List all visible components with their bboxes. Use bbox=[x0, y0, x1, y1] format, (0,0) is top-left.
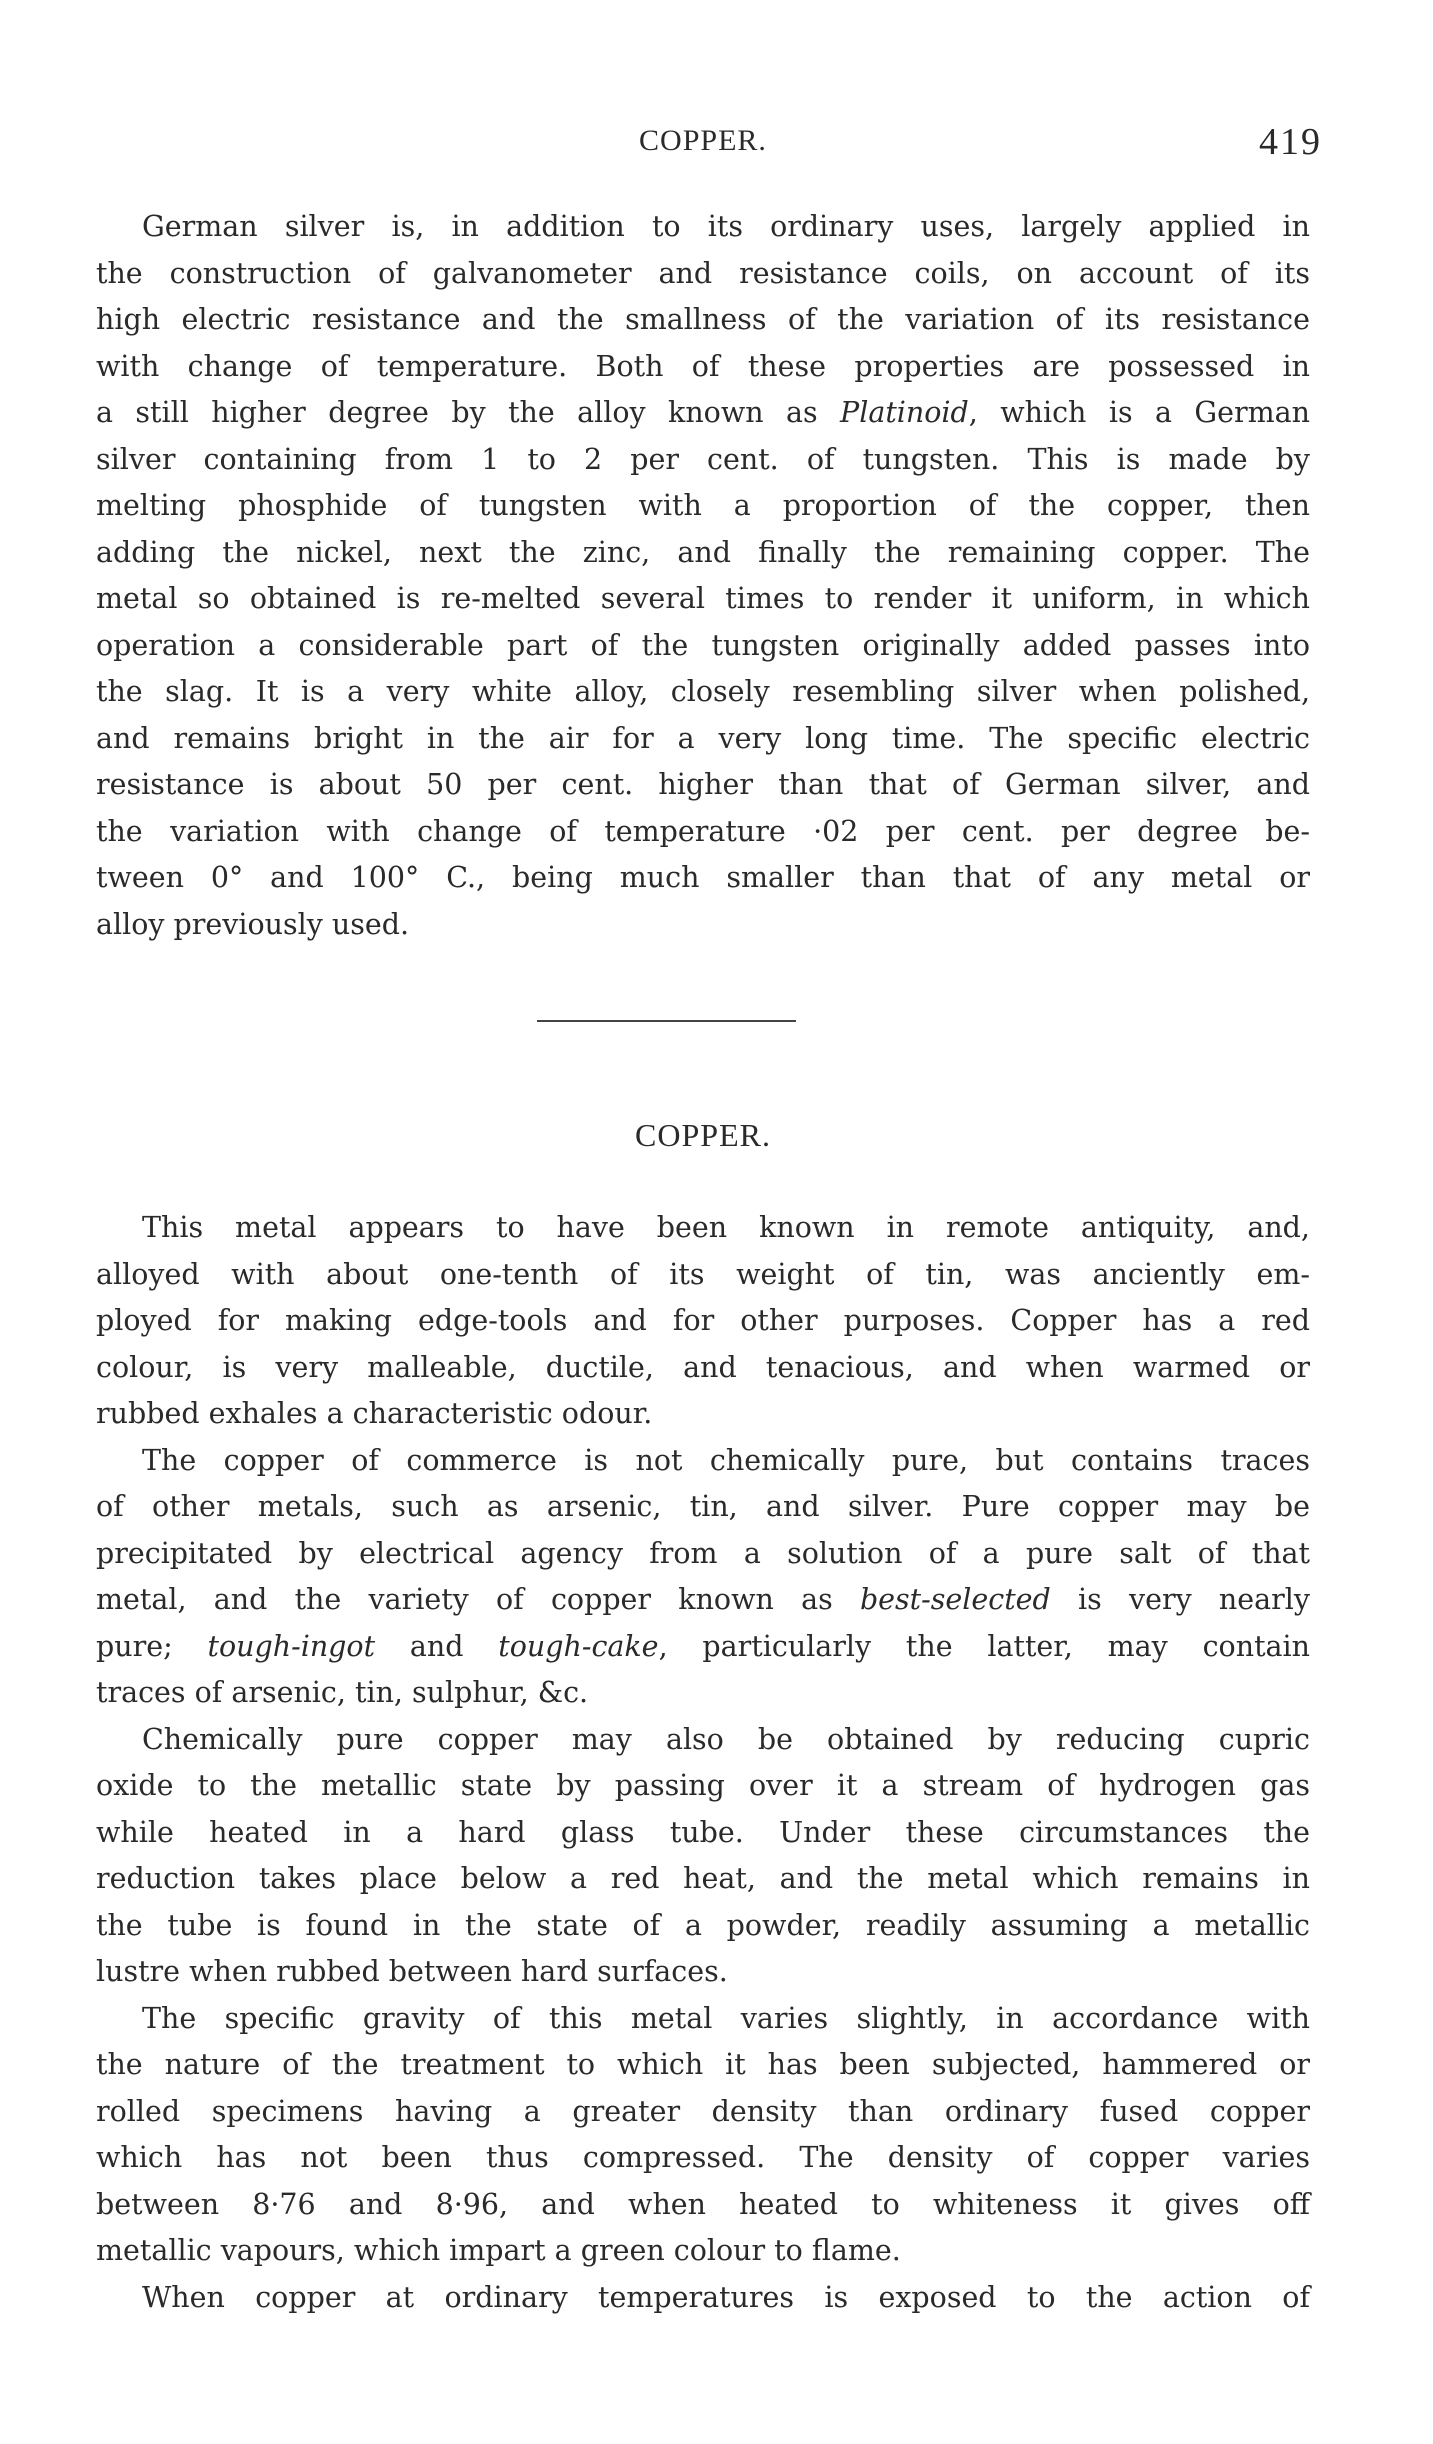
text-line: high electric resistance and the smallness of the variation of its resistance bbox=[96, 303, 1310, 336]
text-line: which has not been thus compressed. The density of copper varies bbox=[96, 2141, 1310, 2174]
text-line: melting phosphide of tungsten with a proportion of the copper, then bbox=[96, 489, 1310, 522]
running-head bbox=[96, 121, 1322, 172]
text-line: German silver is, in addition to its ordinary uses, largely applied in bbox=[142, 210, 1310, 243]
text-line: operation a considerable part of the tungsten originally added passes into bbox=[96, 628, 1310, 662]
running-title: COPPER. bbox=[639, 124, 767, 157]
text-run: pure; bbox=[96, 1629, 208, 1663]
section-body bbox=[96, 1205, 1310, 2321]
text-line: and remains bright in the air for a very long time. The specific electric bbox=[96, 721, 1310, 755]
italic-term: tough-ingot bbox=[207, 1629, 376, 1663]
text-line: while heated in a hard glass tube. Under these circumstances the bbox=[96, 1815, 1310, 1849]
text-line: rolled specimens having a greater density than ordinary fused copper bbox=[96, 2094, 1310, 2128]
text-line: the tube is found in the state of a powder, readily assuming a metallic bbox=[96, 1908, 1310, 1942]
text-run: a still higher degree by the alloy known as bbox=[96, 396, 841, 429]
text-line: tween 0° and 100° C., being much smaller than that of any metal or bbox=[96, 861, 1310, 894]
text-line: colour, is very malleable, ductile, and tenacious, and when warmed or bbox=[96, 1350, 1310, 1384]
text-line: the slag. It is a very white alloy, closely resembling silver when polished, bbox=[96, 675, 1310, 708]
text-line bbox=[96, 390, 1310, 437]
text-line: between 8·76 and 8·96, and when heated to whiteness it gives off bbox=[96, 2187, 1310, 2221]
italic-term: tough-cake bbox=[498, 1629, 659, 1663]
text-line: metallic vapours, which impart a green colour to flame. bbox=[96, 2234, 901, 2267]
text-run: and bbox=[375, 1629, 499, 1663]
intro-paragraph bbox=[96, 204, 1310, 948]
text-run: is very nearly bbox=[1050, 1583, 1310, 1616]
text-line: alloy previously used. bbox=[96, 907, 410, 941]
section-divider bbox=[537, 1020, 796, 1022]
text-run: , which is a German bbox=[968, 396, 1311, 429]
text-line: with change of temperature. Both of these properties are possessed in bbox=[96, 349, 1310, 383]
text-run: , particularly the latter, may contain bbox=[658, 1629, 1310, 1663]
text-line: lustre when rubbed between hard surfaces. bbox=[96, 1955, 728, 1988]
text-line: Chemically pure copper may also be obtained by reducing cupric bbox=[142, 1722, 1310, 1756]
text-line: the variation with change of temperature ·02 per cent. per degree be- bbox=[96, 814, 1310, 848]
text-line: the construction of galvanometer and resistance coils, on account of its bbox=[96, 256, 1310, 290]
italic-term: Platinoid bbox=[840, 396, 969, 429]
text-line: adding the nickel, next the zinc, and finally the remaining copper. The bbox=[96, 535, 1310, 569]
text-line: When copper at ordinary temperatures is exposed to the action of bbox=[142, 2280, 1310, 2314]
text-line: reduction takes place below a red heat, and the metal which remains in bbox=[96, 1862, 1310, 1895]
text-line bbox=[96, 1624, 1310, 1671]
text-line: This metal appears to have been known in remote antiquity, and, bbox=[142, 1211, 1310, 1244]
text-line: rubbed exhales a characteristic odour. bbox=[96, 1397, 653, 1430]
text-line: precipitated by electrical agency from a solution of a pure salt of that bbox=[96, 1536, 1310, 1570]
text-line: alloyed with about one-tenth of its weight of tin, was anciently em- bbox=[96, 1257, 1310, 1291]
text-line: metal so obtained is re-melted several times to render it uniform, in which bbox=[96, 582, 1310, 615]
italic-term: best-selected bbox=[859, 1583, 1051, 1616]
text-line: oxide to the metallic state by passing over it a stream of hydrogen gas bbox=[96, 1769, 1310, 1802]
text-line: of other metals, such as arsenic, tin, and silver. Pure copper may be bbox=[96, 1490, 1310, 1523]
text-line: ployed for making edge-tools and for other purposes. Copper has a red bbox=[96, 1304, 1310, 1337]
text-line: silver containing from 1 to 2 per cent. of tungsten. This is made by bbox=[96, 442, 1310, 476]
text-run: metal, and the variety of copper known as bbox=[96, 1583, 860, 1616]
text-line: the nature of the treatment to which it has been subjected, hammered or bbox=[96, 2048, 1310, 2081]
section-heading: COPPER. bbox=[635, 1117, 771, 1153]
text-line: The copper of commerce is not chemically pure, but contains traces bbox=[142, 1443, 1310, 1477]
text-line: traces of arsenic, tin, sulphur, &c. bbox=[96, 1676, 589, 1709]
text-line bbox=[96, 1577, 1310, 1624]
text-line: The specific gravity of this metal varies slightly, in accordance with bbox=[142, 2001, 1310, 2035]
page-number: 419 bbox=[1259, 121, 1322, 163]
text-line: resistance is about 50 per cent. higher than that of German silver, and bbox=[96, 768, 1310, 801]
